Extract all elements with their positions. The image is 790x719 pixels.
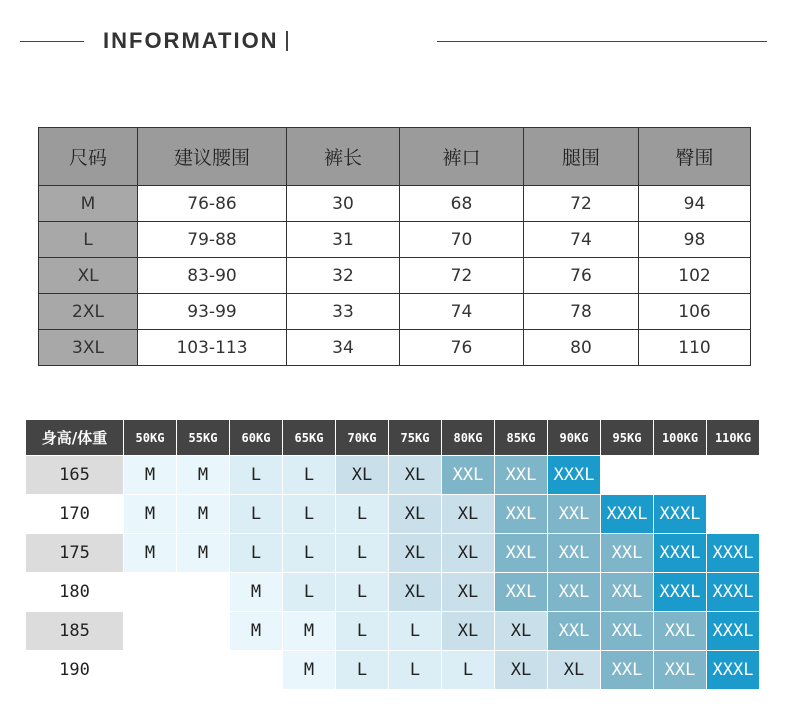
size-cell: L [230, 456, 282, 494]
size-cell: L [336, 534, 388, 572]
length-cell: 34 [287, 330, 400, 366]
size-cell: XXL [654, 651, 706, 689]
size-cell: XXL [601, 573, 653, 611]
size-cell: M [177, 456, 229, 494]
size-table-header-row [39, 128, 751, 186]
height-label: 185 [26, 612, 123, 650]
weight-header: 110KG [707, 420, 759, 455]
height-label: 165 [26, 456, 123, 494]
table-row [39, 294, 751, 330]
size-cell: L [389, 612, 441, 650]
header-right-rule [437, 41, 767, 42]
weight-header: 95KG [601, 420, 653, 455]
size-cell: 2XL [39, 294, 138, 330]
size-cell: M [39, 186, 138, 222]
size-cell: L [283, 534, 335, 572]
table-row [39, 222, 751, 258]
header-hip: 臀围 [639, 128, 751, 186]
thigh-cell: 76 [524, 258, 639, 294]
size-cell: XXL [654, 612, 706, 650]
length-cell: 32 [287, 258, 400, 294]
size-cell: L [389, 651, 441, 689]
size-cell: M [283, 651, 335, 689]
size-cell: M [124, 456, 176, 494]
table-row [39, 330, 751, 366]
size-cell: XL [389, 573, 441, 611]
size-cell: M [124, 495, 176, 533]
size-cell: XXXL [548, 456, 600, 494]
size-table [38, 127, 751, 366]
length-cell: 31 [287, 222, 400, 258]
table-row [39, 258, 751, 294]
size-cell: XL [442, 534, 494, 572]
size-cell: XXXL [707, 612, 759, 650]
size-cell: XXXL [654, 573, 706, 611]
header-size: 尺码 [39, 128, 138, 186]
size-cell: XXL [495, 495, 547, 533]
size-cell: L [442, 651, 494, 689]
size-cell: L [336, 573, 388, 611]
size-cell: XXL [548, 573, 600, 611]
waist-cell: 83-90 [138, 258, 287, 294]
header-thigh: 腿围 [524, 128, 639, 186]
length-cell: 30 [287, 186, 400, 222]
weight-header: 100KG [654, 420, 706, 455]
hip-cell: 98 [639, 222, 751, 258]
size-cell: L [230, 495, 282, 533]
size-cell: 3XL [39, 330, 138, 366]
hem-cell: 76 [400, 330, 524, 366]
size-cell: L [336, 612, 388, 650]
height-label: 175 [26, 534, 123, 572]
size-cell: M [177, 534, 229, 572]
size-cell: XXL [442, 456, 494, 494]
waist-cell: 76-86 [138, 186, 287, 222]
size-cell: L [336, 651, 388, 689]
size-cell: XXL [495, 456, 547, 494]
waist-cell: 93-99 [138, 294, 287, 330]
weight-header: 80KG [442, 420, 494, 455]
hem-cell: 68 [400, 186, 524, 222]
hip-cell: 110 [639, 330, 751, 366]
size-cell: XXXL [707, 534, 759, 572]
height-weight-header: 身高/体重 [26, 420, 123, 455]
size-cell: L [283, 456, 335, 494]
size-cell: XXL [548, 495, 600, 533]
size-cell: M [177, 495, 229, 533]
size-cell: XL [548, 651, 600, 689]
weight-header: 75KG [389, 420, 441, 455]
size-cell: XXL [601, 651, 653, 689]
page-title: INFORMATION [103, 28, 279, 53]
size-cell: XL [495, 612, 547, 650]
weight-header: 55KG [177, 420, 229, 455]
thigh-cell: 78 [524, 294, 639, 330]
hip-cell: 106 [639, 294, 751, 330]
size-cell: XL [389, 495, 441, 533]
size-cell: XXXL [707, 651, 759, 689]
hem-cell: 72 [400, 258, 524, 294]
size-cell: XXXL [601, 495, 653, 533]
size-cell: XXXL [654, 534, 706, 572]
weight-header: 70KG [336, 420, 388, 455]
size-cell: L [39, 222, 138, 258]
size-cell: XXXL [654, 495, 706, 533]
size-cell: XXL [601, 534, 653, 572]
size-cell: XL [389, 456, 441, 494]
size-cell: XXL [548, 612, 600, 650]
length-cell: 33 [287, 294, 400, 330]
header-left-rule [20, 41, 84, 42]
weight-header: 50KG [124, 420, 176, 455]
header-length: 裤长 [287, 128, 400, 186]
size-cell: XXL [495, 573, 547, 611]
height-label: 180 [59, 582, 90, 602]
size-cell: XL [442, 612, 494, 650]
size-cell: L [283, 573, 335, 611]
waist-cell: 103-113 [138, 330, 287, 366]
size-cell: XL [336, 456, 388, 494]
size-cell: M [230, 573, 282, 611]
hip-cell: 102 [639, 258, 751, 294]
size-cell: M [283, 612, 335, 650]
size-cell: M [124, 534, 176, 572]
size-cell: XL [389, 534, 441, 572]
header-hem: 裤口 [400, 128, 524, 186]
size-cell: XL [442, 495, 494, 533]
weight-header: 65KG [283, 420, 335, 455]
height-label: 170 [59, 504, 90, 524]
size-cell: XL [442, 573, 494, 611]
header-title-bar [286, 31, 288, 51]
thigh-cell: 72 [524, 186, 639, 222]
header-waist: 建议腰围 [138, 128, 287, 186]
height-label: 190 [59, 660, 90, 680]
hip-cell: 94 [639, 186, 751, 222]
waist-cell: 79-88 [138, 222, 287, 258]
size-cell: M [230, 612, 282, 650]
size-cell: XXL [495, 534, 547, 572]
size-cell: XXL [548, 534, 600, 572]
weight-header: 85KG [495, 420, 547, 455]
weight-header: 60KG [230, 420, 282, 455]
size-cell: L [336, 495, 388, 533]
size-cell: L [230, 534, 282, 572]
hem-cell: 70 [400, 222, 524, 258]
size-cell: XL [39, 258, 138, 294]
table-row [39, 186, 751, 222]
size-cell: XXL [601, 612, 653, 650]
thigh-cell: 74 [524, 222, 639, 258]
size-cell: XXXL [707, 573, 759, 611]
thigh-cell: 80 [524, 330, 639, 366]
size-cell: L [283, 495, 335, 533]
weight-header: 90KG [548, 420, 600, 455]
hem-cell: 74 [400, 294, 524, 330]
size-cell: XL [495, 651, 547, 689]
